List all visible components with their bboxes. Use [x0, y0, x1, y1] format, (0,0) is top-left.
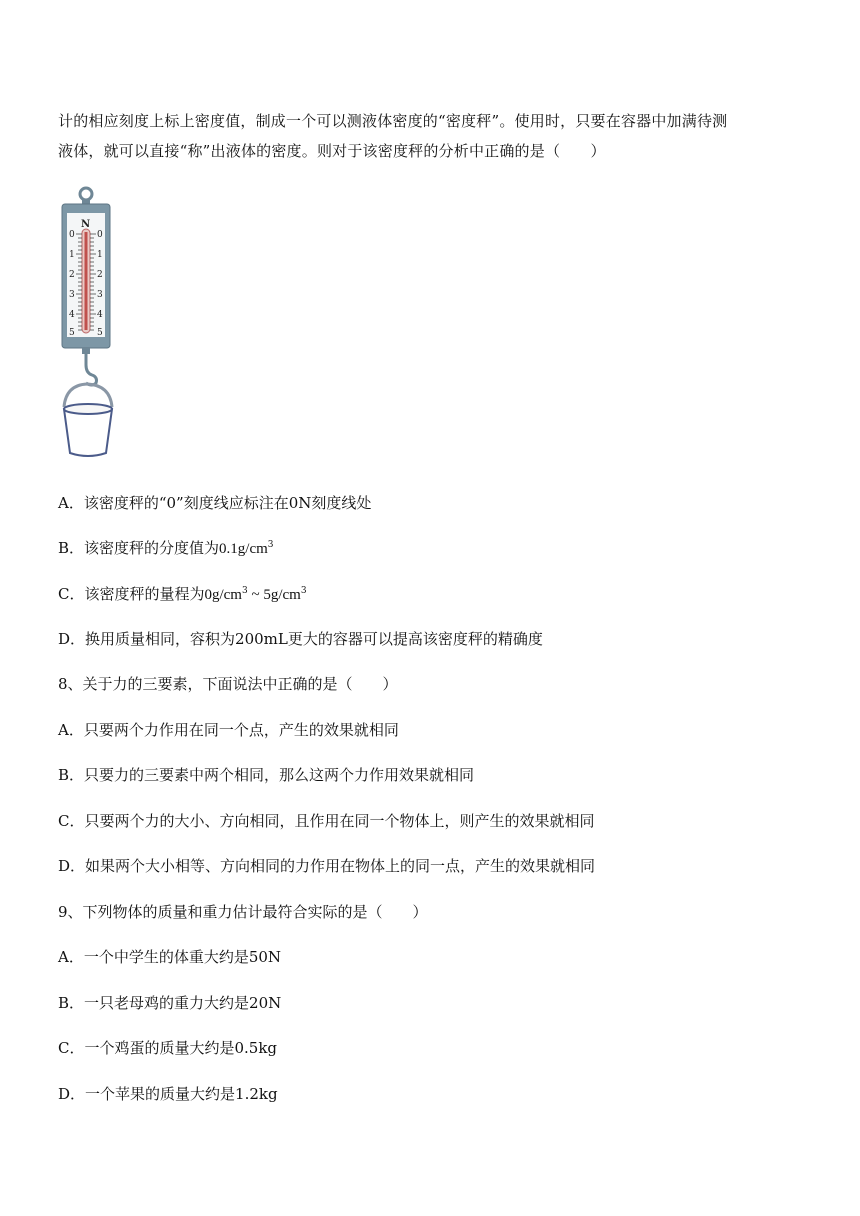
- question-7-stem: [58, 106, 810, 166]
- q7-option-c-text: C．该密度秤的量程为: [58, 585, 205, 603]
- stem-line-2: 液体，就可以直接“称”出液体的密度。则对于该密度秤的分析中正确的是（ ）: [58, 142, 606, 160]
- q7-option-d: D．换用质量相同，容积为200mL更大的容器可以提高该密度秤的精确度: [58, 630, 543, 648]
- q7-option-b: [58, 537, 274, 560]
- q7-option-a: A．该密度秤的“0”刻度线应标注在0N刻度线处: [58, 494, 372, 512]
- q7-option-c: [58, 583, 307, 606]
- q9-stem: 9、下列物体的质量和重力估计最符合实际的是（ ）: [58, 903, 428, 921]
- q7-option-c-max: 5g/cm: [263, 587, 301, 603]
- q7-option-c-exp1: 3: [241, 586, 248, 596]
- left-label-4: 4: [69, 310, 75, 320]
- q9-option-d: D．一个苹果的质量大约是1.2kg: [58, 1085, 278, 1103]
- bottom-hook: [86, 354, 97, 385]
- q7-option-c-min: 0g/cm: [204, 587, 242, 603]
- q7-option-b-text: B．该密度秤的分度值为: [58, 539, 220, 557]
- left-label-1: 1: [69, 250, 75, 260]
- q9-option-b: B．一只老母鸡的重力大约是20N: [58, 994, 282, 1012]
- left-label-5: 5: [69, 328, 75, 338]
- unit-label: N: [81, 219, 91, 230]
- q9-option-a: A．一个中学生的体重大约是50N: [58, 948, 282, 966]
- right-label-1: 1: [97, 250, 103, 260]
- spring-scale-figure: [52, 185, 134, 463]
- stem-line-1: 计的相应刻度上标上密度值，制成一个可以测液体密度的“密度秤”。使用时，只要在容器中加满待测: [58, 112, 728, 130]
- right-label-4: 4: [97, 310, 103, 320]
- right-label-0: 0: [97, 230, 103, 240]
- q7-option-b-value: 0.1g/cm: [219, 541, 268, 557]
- right-label-5: 5: [97, 328, 103, 338]
- left-label-0: 0: [69, 230, 75, 240]
- bucket: [64, 409, 112, 456]
- q9-option-c: C．一个鸡蛋的质量大约是0.5kg: [58, 1039, 278, 1057]
- q8-option-d: D．如果两个大小相等、方向相同的力作用在物体上的同一点，产生的效果就相同: [58, 857, 596, 875]
- left-label-2: 2: [69, 270, 75, 280]
- q8-option-a: A．只要两个力作用在同一个点，产生的效果就相同: [58, 721, 399, 739]
- q8-stem: 8、关于力的三要素，下面说法中正确的是（ ）: [58, 675, 398, 693]
- right-label-3: 3: [97, 290, 103, 300]
- q8-option-c: C．只要两个力的大小、方向相同，且作用在同一个物体上，则产生的效果就相同: [58, 812, 595, 830]
- q7-option-c-exp2: 3: [300, 586, 307, 596]
- right-label-2: 2: [97, 270, 103, 280]
- q7-option-b-exp: 3: [267, 540, 274, 550]
- top-ring: [80, 188, 92, 200]
- q7-option-c-sep: ~: [247, 587, 264, 603]
- left-label-3: 3: [69, 290, 75, 300]
- q8-option-b: B．只要力的三要素中两个相同，那么这两个力作用效果就相同: [58, 766, 475, 784]
